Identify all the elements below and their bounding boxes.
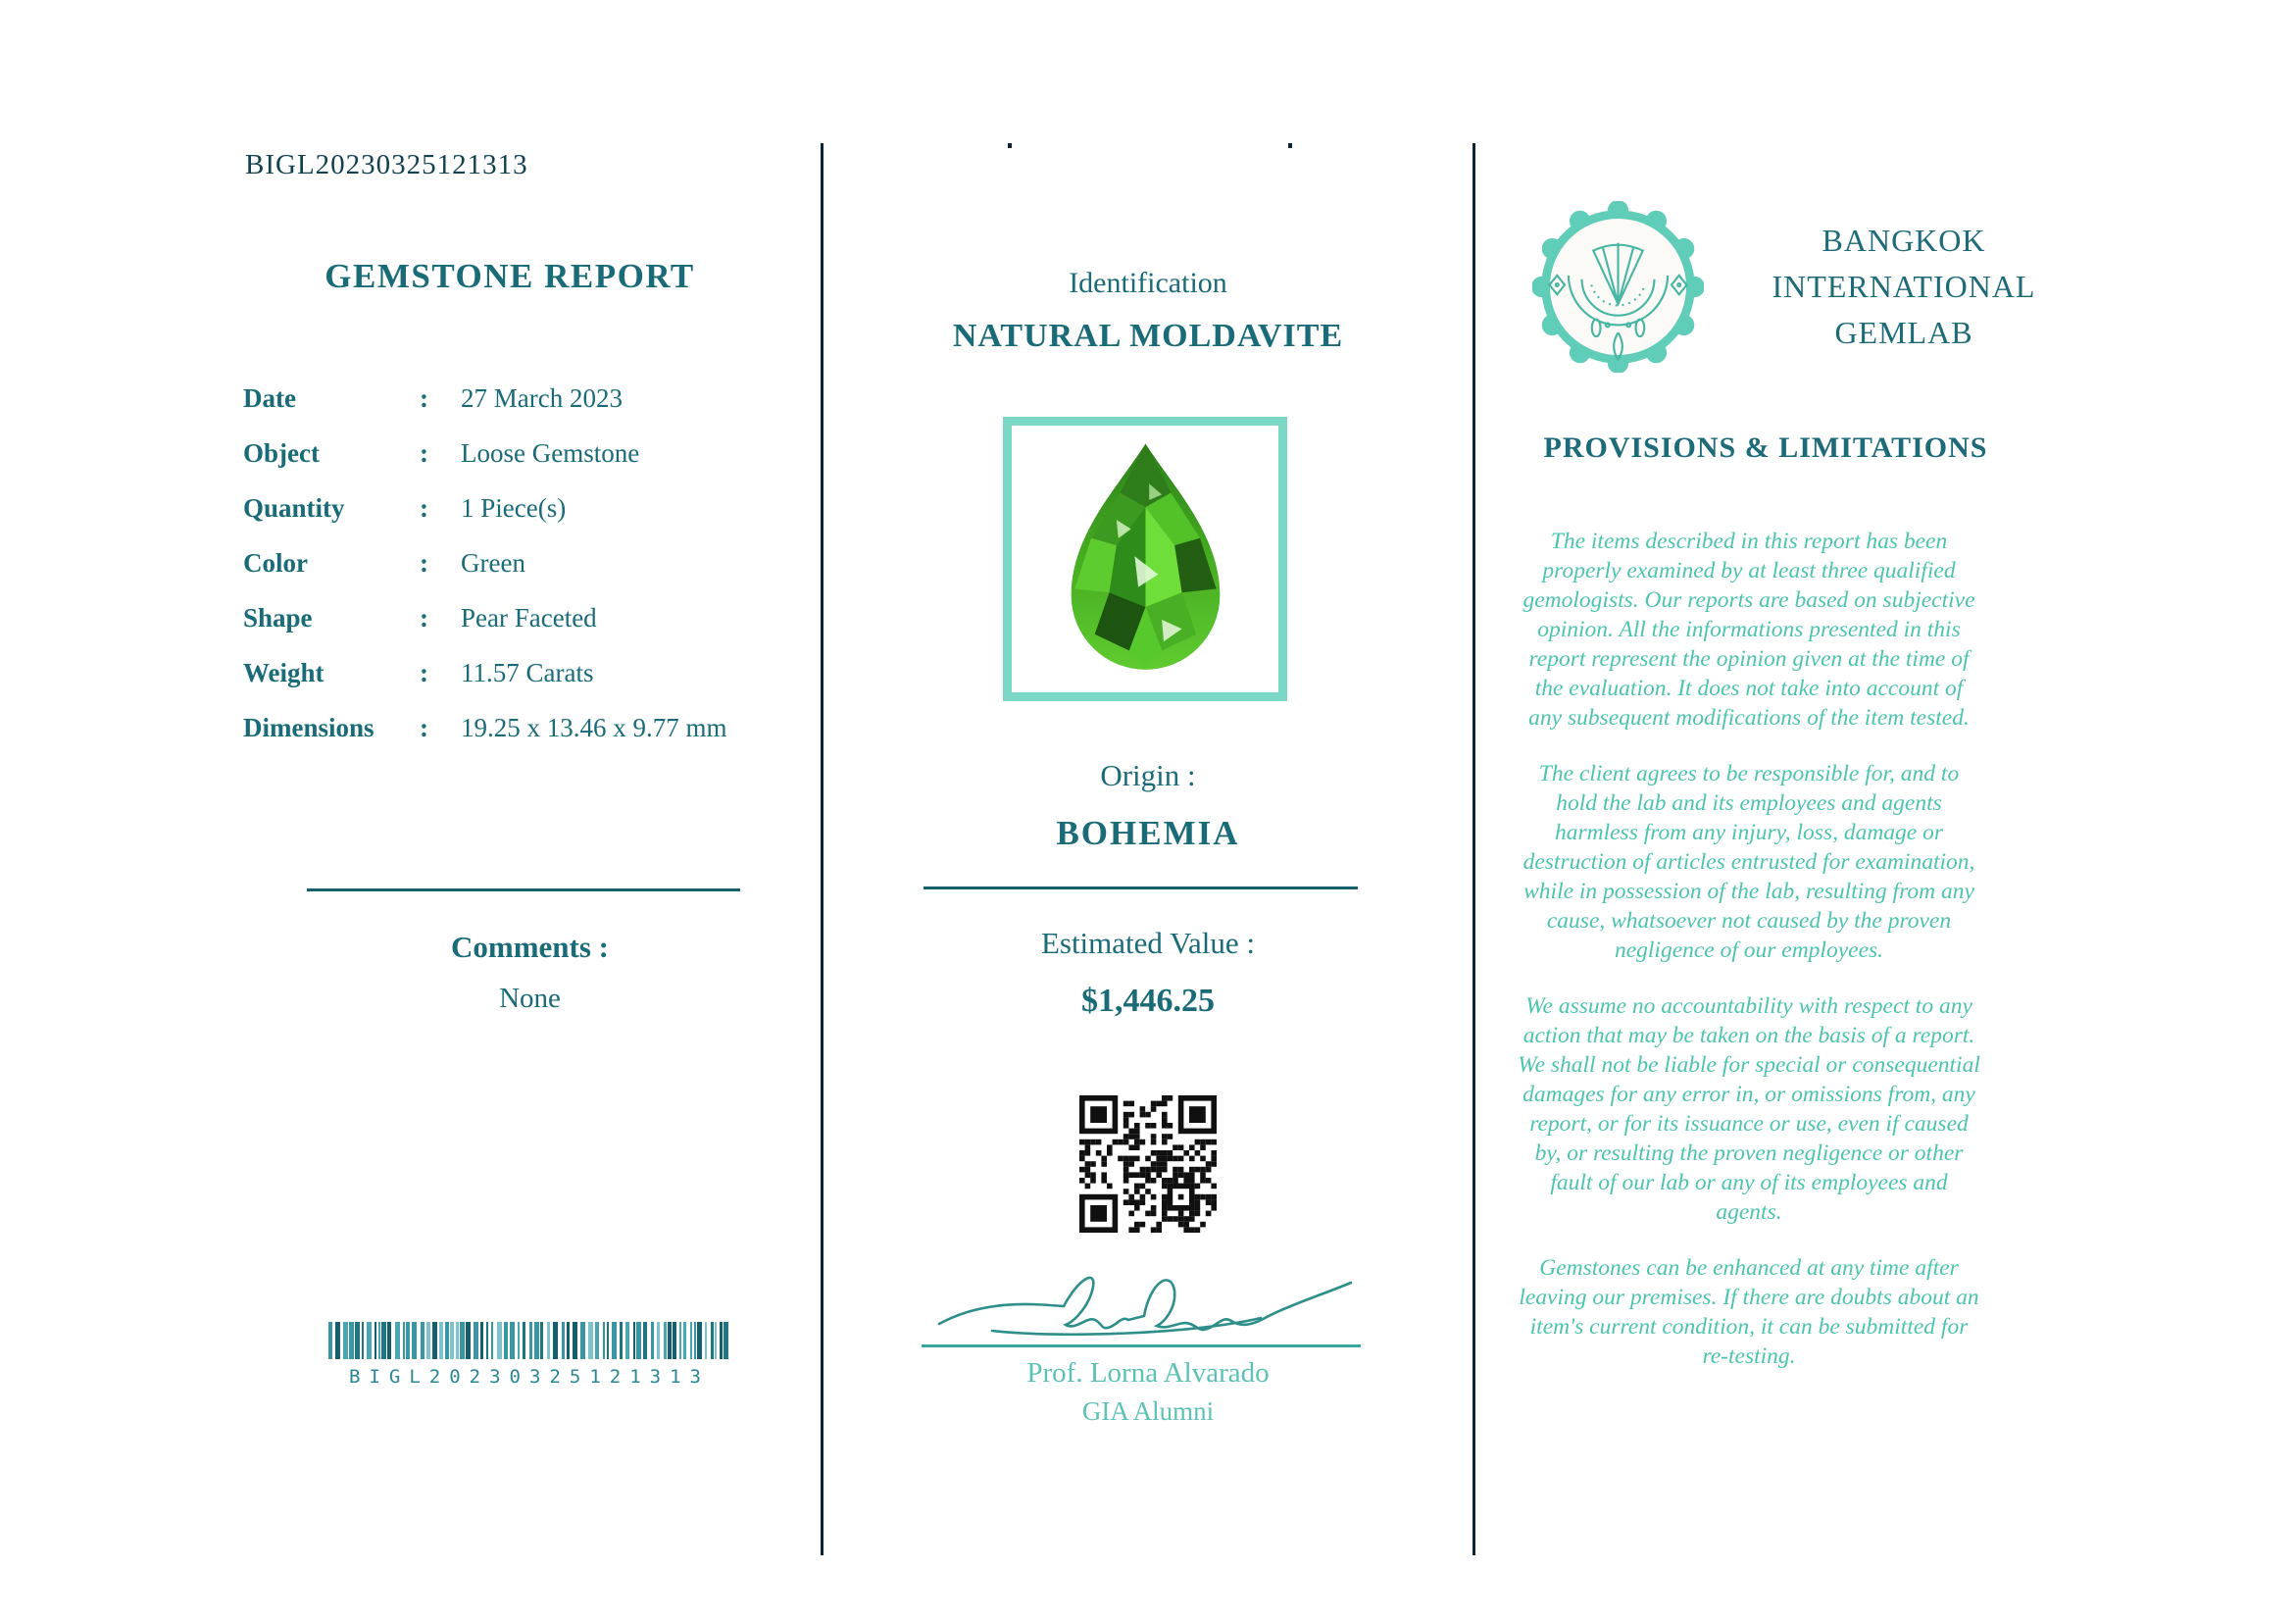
gemlab-badge-icon	[1532, 201, 1704, 373]
field-row-object	[243, 426, 773, 481]
signature-stroke	[931, 1247, 1363, 1345]
field-row-shape	[243, 590, 773, 645]
identification-value: NATURAL MOLDAVITE	[952, 318, 1344, 354]
report-fields	[243, 371, 773, 755]
report-number: BIGL20230325121313	[245, 149, 528, 180]
field-label: Weight	[243, 657, 324, 687]
field-row-dimensions	[243, 700, 773, 755]
gemstone-photo-frame	[1003, 417, 1287, 701]
field-separator: :	[420, 382, 428, 413]
signer-name: Prof. Lorna Alvarado	[1026, 1357, 1270, 1389]
estimated-value: $1,446.25	[1081, 983, 1215, 1019]
field-label: Dimensions	[243, 712, 374, 742]
signature-divider	[922, 1344, 1361, 1347]
value-divider	[923, 886, 1358, 889]
field-value: 27 March 2023	[461, 382, 623, 413]
field-separator: :	[420, 437, 428, 468]
estimated-value-label: Estimated Value :	[1040, 926, 1256, 960]
field-label: Color	[243, 547, 308, 578]
field-row-weight	[243, 645, 773, 700]
barcode-bars	[328, 1322, 730, 1359]
signature	[931, 1247, 1363, 1345]
comments-label: Comments :	[451, 930, 609, 964]
comments-divider	[307, 888, 740, 891]
field-row-date	[243, 371, 773, 426]
identification-label: Identification	[1069, 267, 1227, 299]
field-label: Quantity	[243, 492, 345, 523]
field-label: Shape	[243, 602, 313, 633]
provisions-paragraph: Gemstones can be enhanced at any time after leaving our premises. If there are doubts about an item's current condition, it can be submitted for re-testing.	[1519, 1255, 1979, 1369]
field-value: 1 Piece(s)	[461, 492, 567, 523]
field-label: Date	[243, 382, 296, 413]
field-separator: :	[420, 492, 428, 523]
origin-label: Origin :	[1100, 758, 1196, 792]
column-divider-left	[821, 143, 824, 1555]
origin-value: BOHEMIA	[1056, 814, 1240, 852]
lab-name	[1747, 218, 2061, 356]
field-value: Pear Faceted	[461, 602, 597, 633]
field-value: 11.57 Carats	[461, 657, 594, 687]
lab-name-line: BANGKOK	[1822, 223, 1986, 258]
comments-value: None	[499, 983, 561, 1014]
field-value: 19.25 x 13.46 x 9.77 mm	[461, 712, 727, 742]
barcode-text: BIGL20230325121313	[349, 1366, 710, 1388]
field-value: Green	[461, 547, 525, 578]
provisions-paragraph: We assume no accountability with respect to any action that may be taken on the basis of a report. We shall not be liable for special or consequential damages for any error in, or omissions from, any report, or for its issuance or use, even if caused by, or resulting the proven negligence or other fault of our lab or any of its employees and agents.	[1518, 993, 1980, 1225]
qr-code	[1079, 1095, 1217, 1233]
signer-credential: GIA Alumni	[1081, 1396, 1215, 1426]
report-title: GEMSTONE REPORT	[324, 257, 695, 295]
column-divider-right	[1472, 143, 1475, 1555]
barcode	[328, 1322, 730, 1388]
gemstone-image	[1055, 435, 1236, 683]
provisions-paragraph: The items described in this report has been properly examined by at least three qualified gemologists. Our reports are based on subjective opinion. All the informations presented in this report represent the opinion given at the time of the evaluation. It does not take into account of any subsequent modifications of the item tested.	[1522, 529, 1975, 731]
gemlab-logo-icon	[1532, 201, 1704, 373]
registration-dot	[1008, 143, 1012, 148]
registration-dot	[1288, 143, 1292, 148]
lab-name-line: GEMLAB	[1834, 315, 1973, 350]
provisions-title: PROVISIONS & LIMITATIONS	[1543, 431, 1988, 464]
field-separator: :	[420, 712, 428, 742]
field-label: Object	[243, 437, 320, 468]
field-separator: :	[420, 547, 428, 578]
field-row-color	[243, 535, 773, 590]
provisions-paragraph: The client agrees to be responsible for, and to hold the lab and its employees and agents harmless from any injury, loss, damage or destruction of articles entrusted for examination, while in possession of the lab, resulting from any cause, whatsoever not caused by the proven negligence of our employees.	[1522, 761, 1975, 963]
field-row-quantity	[243, 481, 773, 535]
qr-code-image	[1079, 1095, 1217, 1233]
field-separator: :	[420, 657, 428, 687]
provisions-paragraphs	[1518, 527, 1980, 1397]
lab-name-line: INTERNATIONAL	[1772, 269, 2036, 304]
field-separator: :	[420, 602, 428, 633]
field-value: Loose Gemstone	[461, 437, 640, 468]
